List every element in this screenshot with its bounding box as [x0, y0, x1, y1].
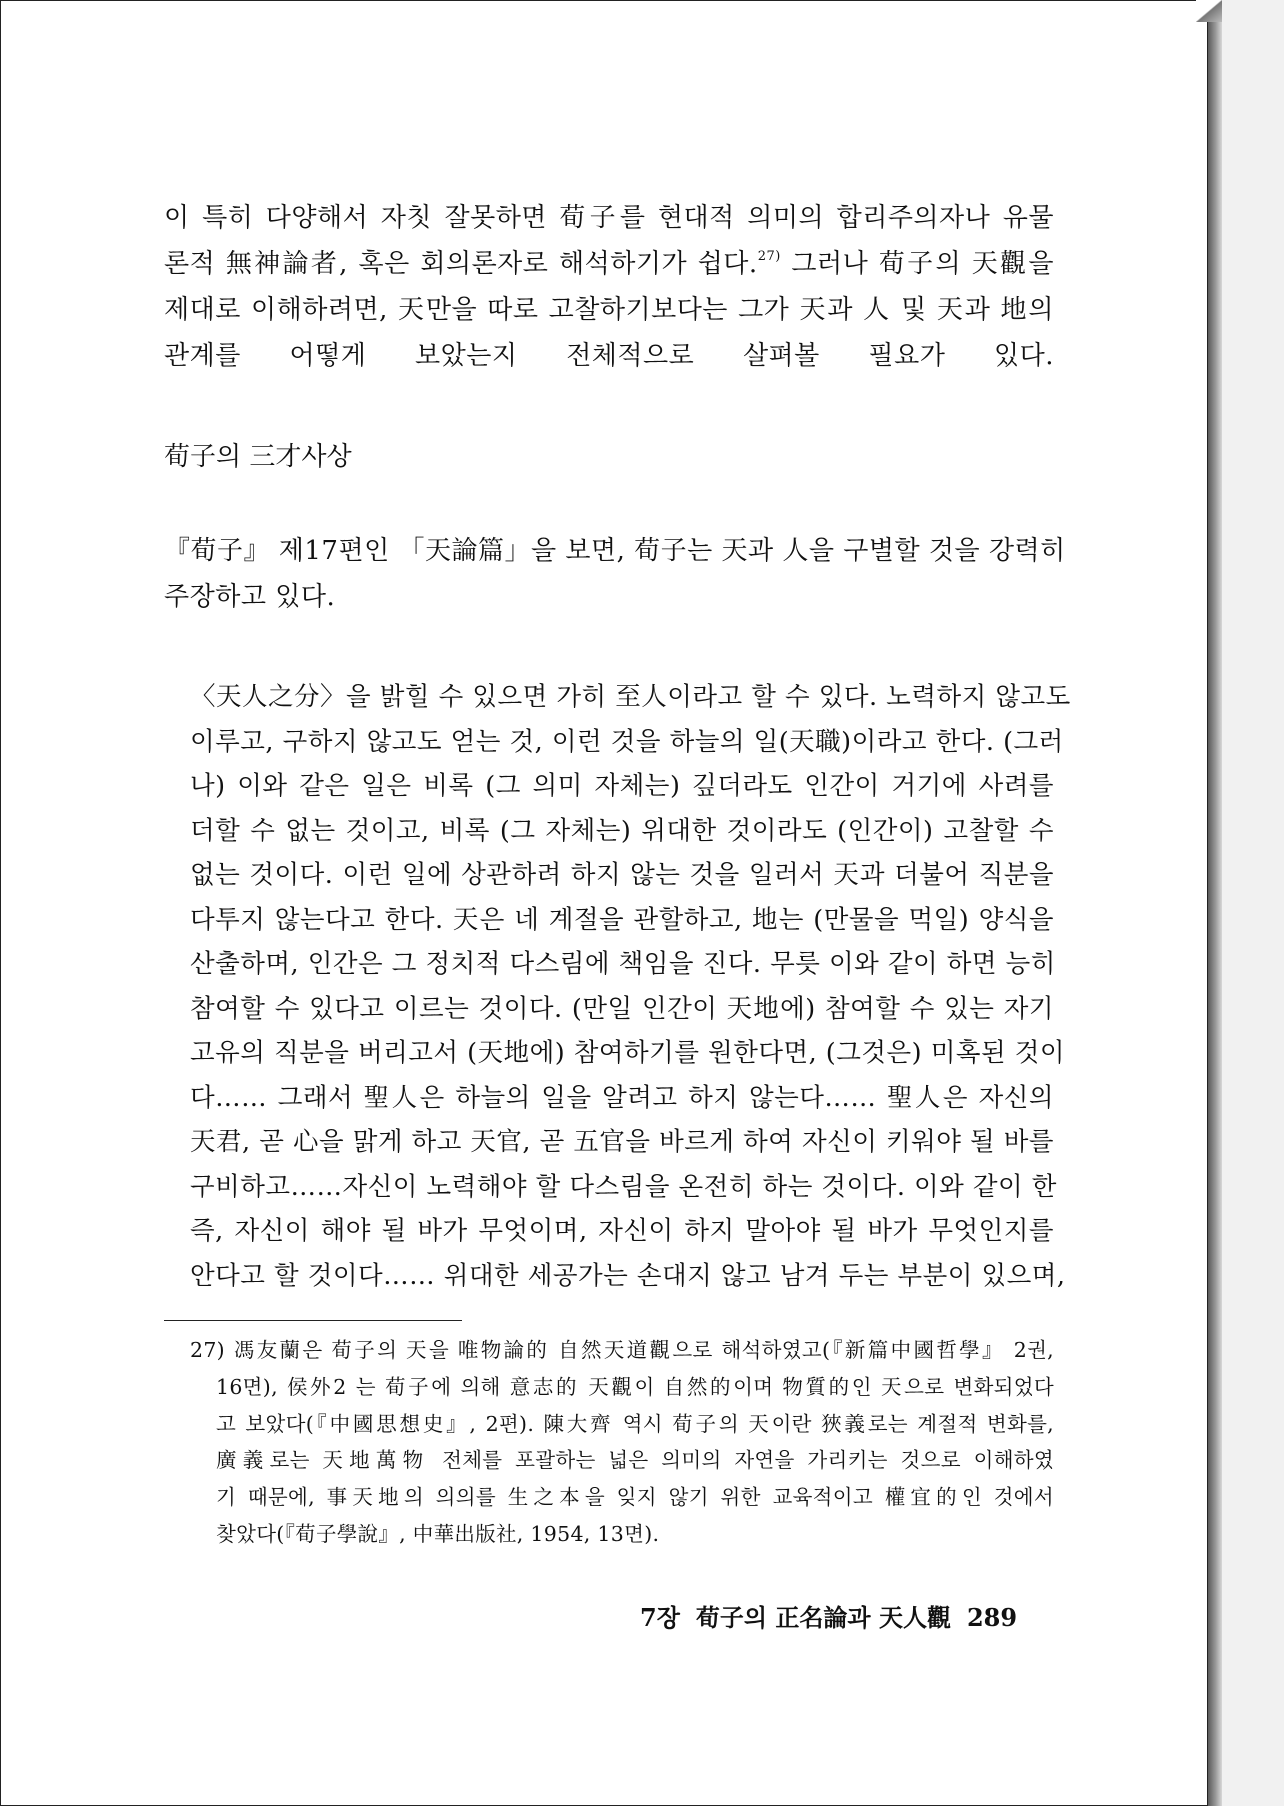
footnote-line: 廣義로는 天地萬物 전체를 포괄하는 넓은 의미의 자연을 가리키는 것으로 이해하였: [216, 1448, 1054, 1473]
text-line-start: 론적 無神論者, 혹은 회의론자로 해석하기가 쉽다.: [164, 249, 758, 279]
quote-line: 나) 이와 같은 일은 비록 (그 의미 자체는) 깊더라도 인간이 거기에 사려를: [190, 771, 1054, 801]
text-line: 『荀子』 제17편인 「天論篇」을 보면, 荀子는 天과 人을 구별할 것을 강력히: [164, 536, 1066, 566]
footnote-ref[interactable]: 27): [757, 249, 781, 264]
quote-line: 산출하며, 인간은 그 정치적 다스림에 책임을 진다. 무릇 이와 같이 하면 능히: [190, 949, 1056, 979]
paragraph: [164, 528, 1066, 620]
footnote-line: 기 때문에, 事天地의 의의를 生之本을 잊지 않기 위한 교육적이고 權宜的인 것에서: [216, 1485, 1054, 1510]
footnote-divider: [164, 1320, 462, 1321]
quote-line: 天君, 곧 心을 맑게 하고 天官, 곧 五官을 바르게 하여 자신이 키워야 될 바를: [190, 1127, 1055, 1157]
footnote: [190, 1332, 1054, 1553]
intro-paragraph: [164, 195, 1054, 379]
footnote-line: 16면), 侯外2 는 荀子에 의해 意志的 天觀이 自然的이며 物質的인 天으로 변화되었다: [216, 1374, 1054, 1399]
quote-line: 즉, 자신이 해야 될 바가 무엇이며, 자신이 하지 말아야 될 바가 무엇인지를: [190, 1216, 1054, 1246]
quote-line: 고유의 직분을 버리고서 (天地에) 참여하기를 원한다면, (그것은) 미혹된 것이: [190, 1038, 1065, 1068]
block-quote: [190, 675, 1071, 1298]
quote-line: 안다고 할 것이다…… 위대한 세공가는 손대지 않고 남겨 두는 부분이 있으며,: [190, 1260, 1066, 1291]
footnote-line: 27) 馮友蘭은 荀子의 天을 唯物論的 自然天道觀으로 해석하였고(『新篇中國哲學』 2권,: [190, 1338, 1054, 1362]
text-line-end: 그러나 荀子의 天觀을: [780, 249, 1054, 279]
text-line: 이 특히 다양해서 자칫 잘못하면 荀子를 현대적 의미의 합리주의자나 유물: [164, 203, 1054, 233]
page-corner: [1196, 0, 1222, 22]
chapter-title: 荀子의 正名論과 天人觀: [695, 1603, 951, 1632]
running-footer: [640, 1598, 1033, 1638]
viewer-margin: [1222, 0, 1284, 1806]
quote-line: 〈天人之分〉을 밝힐 수 있으면 가히 至人이라고 할 수 있다. 노력하지 않고도: [190, 682, 1071, 712]
quote-line: 다투지 않는다고 한다. 天은 네 계절을 관할하고, 地는 (만물을 먹일) 양식을: [190, 904, 1054, 935]
page-edge-shadow: [1208, 0, 1222, 1806]
quote-line: 이루고, 구하지 않고도 얻는 것, 이런 것을 하늘의 일(天職)이라고 한다. (그러: [190, 726, 1064, 757]
text-line: 주장하고 있다.: [164, 582, 336, 612]
chapter-label: 7장: [640, 1603, 680, 1632]
quote-line: 다…… 그래서 聖人은 하늘의 일을 알려고 하지 않는다…… 聖人은 자신의: [190, 1082, 1054, 1113]
quote-line: 구비하고……자신이 노력해야 할 다스림을 온전히 하는 것이다. 이와 같이 한: [190, 1171, 1057, 1202]
footnote-line: 고 보았다(『中國思想史』, 2편). 陳大齊 역시 荀子의 天이란 狹義로는 계절적 변화를,: [216, 1411, 1054, 1436]
quote-line: 참여할 수 있다고 이르는 것이다. (만일 인간이 天地에) 참여할 수 있는 자기: [190, 993, 1054, 1024]
text-line: 관계를 어떻게 보았는지 전체적으로 살펴볼 필요가 있다.: [164, 341, 1054, 371]
page-number: 289: [966, 1603, 1018, 1632]
footnote-line: 찾았다(『荀子學說』, 中華出版社, 1954, 13면).: [216, 1521, 660, 1546]
quote-line: 더할 수 없는 것이고, 비록 (그 자체는) 위대한 것이라도 (인간이) 고찰할 수: [190, 815, 1054, 846]
text-line: 제대로 이해하려면, 天만을 따로 고찰하기보다는 그가 天과 人 및 天과 地의: [164, 295, 1054, 325]
quote-line: 없는 것이다. 이런 일에 상관하려 하지 않는 것을 일러서 天과 더불어 직분을: [190, 860, 1054, 890]
section-heading: 荀子의 三才사상: [164, 442, 352, 472]
text-line: [164, 241, 1054, 287]
